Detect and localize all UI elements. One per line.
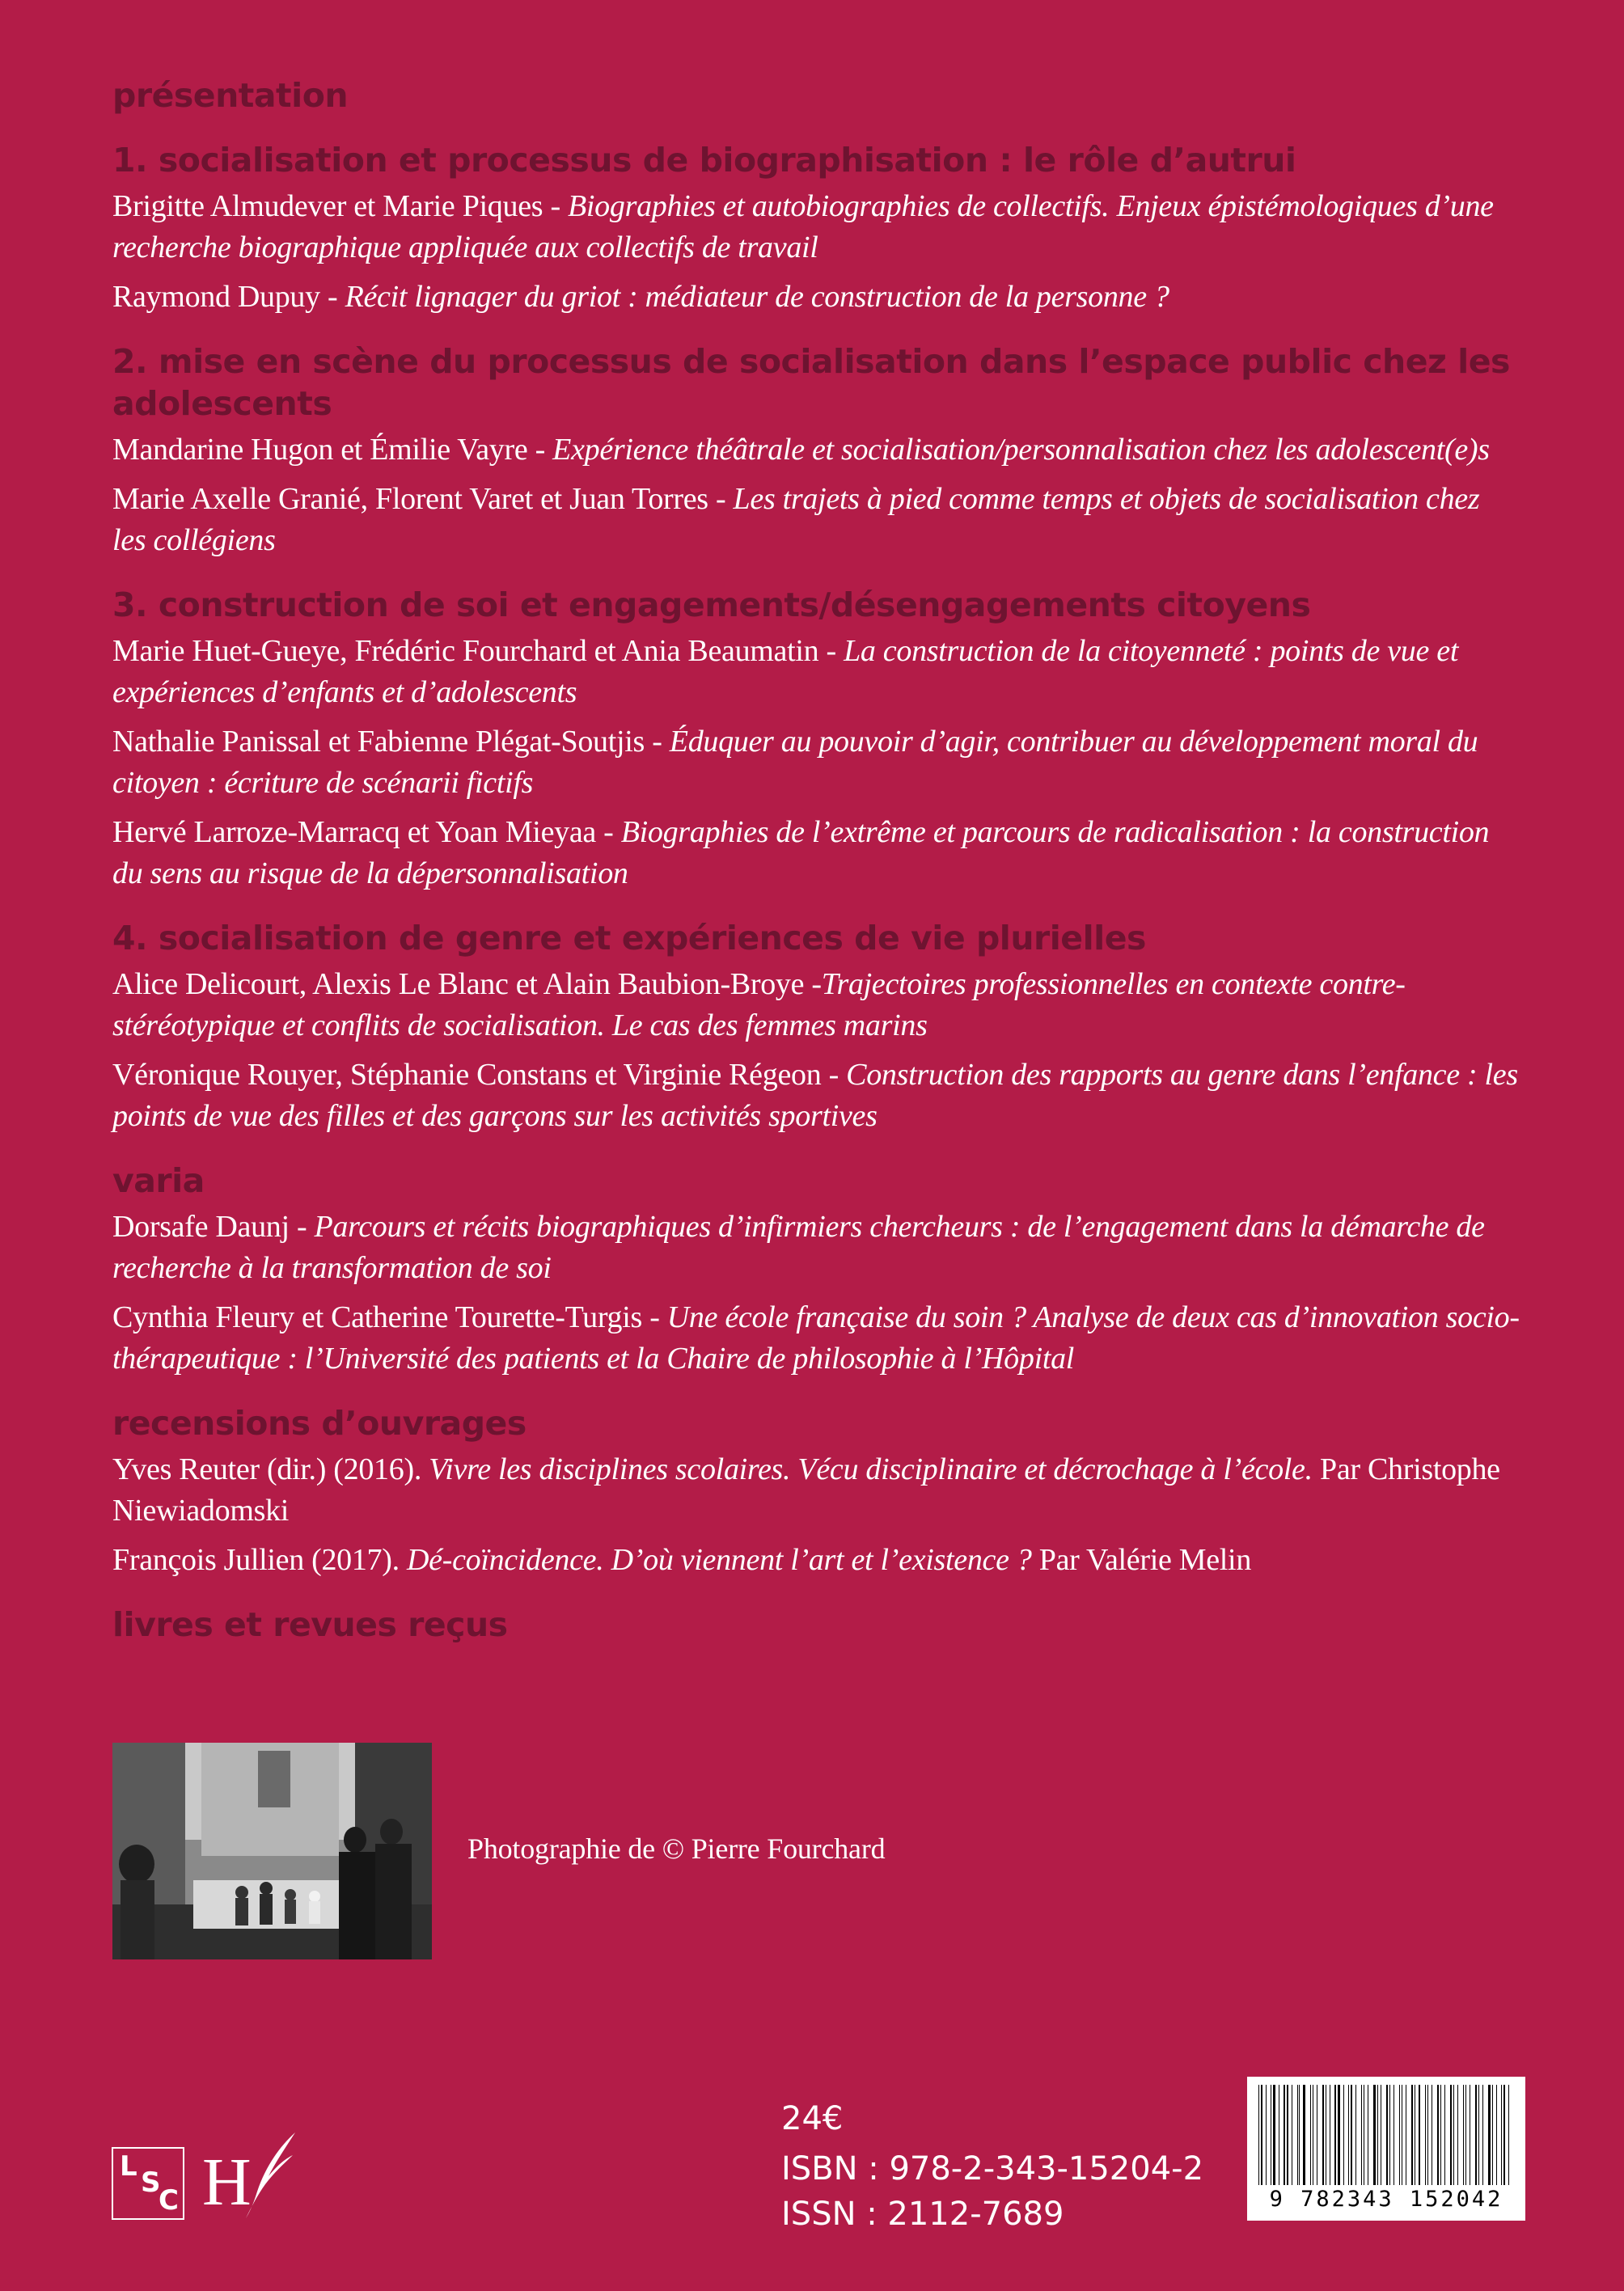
barcode-bar	[1389, 2085, 1390, 2185]
barcode-bar	[1355, 2085, 1356, 2185]
barcode-bar	[1444, 2085, 1445, 2185]
barcode-bar	[1364, 2085, 1365, 2185]
barcode-bar	[1419, 2085, 1420, 2185]
barcode-bar	[1399, 2085, 1400, 2185]
table-of-contents	[112, 74, 1520, 1668]
review-authors: François Jullien (2017).	[112, 1543, 408, 1577]
article-authors: Mandarine Hugon et Émilie Vayre -	[112, 433, 553, 467]
barcode-bar	[1338, 2085, 1340, 2185]
article-entry	[112, 1055, 1520, 1137]
barcode-bars	[1258, 2085, 1514, 2185]
barcode-bar	[1348, 2085, 1349, 2185]
review-authors: Yves Reuter (dir.) (2016).	[112, 1452, 429, 1486]
barcode-bar	[1437, 2085, 1439, 2185]
barcode-bar	[1465, 2085, 1466, 2185]
article-title: Trajectoires professionnelles en contexte contre-stéréotypique et conflits de socialisation. Le cas des femmes marins	[112, 967, 1406, 1042]
article-title: Expérience théâtrale et socialisation/personnalisation chez les adolescent(e)s	[552, 433, 1490, 467]
section-heading: 2. mise en scène du processus de socialisation dans l’espace public chez les adolescents	[112, 342, 1510, 423]
article-entry	[112, 479, 1520, 561]
article-authors: Alice Delicourt, Alexis Le Blanc et Alain Baubion-Broye -	[112, 967, 822, 1001]
barcode-bar	[1334, 2085, 1336, 2185]
barcode-bar	[1463, 2085, 1465, 2185]
isbn: ISBN : 978-2-343-15204-2	[781, 2150, 1204, 2187]
price: 24€	[781, 2100, 844, 2137]
barcode-bar	[1373, 2085, 1376, 2185]
review-title: Vivre les disciplines scolaires. Vécu disciplinaire et décrochage à l’école.	[429, 1452, 1313, 1486]
barcode-bar	[1299, 2085, 1300, 2185]
barcode-bar	[1482, 2085, 1484, 2185]
barcode-bar	[1361, 2085, 1362, 2185]
section-varia	[112, 1160, 1520, 1380]
article-authors: Véronique Rouyer, Stéphanie Constans et Virginie Régeon -	[112, 1058, 847, 1092]
barcode-bar	[1425, 2085, 1426, 2185]
barcode-bar	[1492, 2085, 1493, 2185]
barcode-bar	[1457, 2085, 1458, 2185]
article-title: Éduquer au pouvoir d’agir, contribuer au développement moral du citoyen : écriture de scénarii fictifs	[112, 725, 1478, 800]
article-title: Récit lignager du griot : médiateur de construction de la personne ?	[345, 280, 1169, 314]
section-heading: varia	[112, 1161, 205, 1200]
article-entry	[112, 429, 1520, 471]
article-entry	[112, 1297, 1520, 1380]
article-entry	[112, 277, 1520, 318]
article-title: La construction de la citoyenneté : points de vue et expériences d’enfants et d’adolescents	[112, 634, 1459, 709]
article-title: Construction des rapports au genre dans l’enfance : les points de vue des filles et des garçons sur les activités sportives	[112, 1058, 1518, 1133]
section-heading: 1. socialisation et processus de biographisation : le rôle d’autrui	[112, 141, 1296, 180]
section-heading: recensions d’ouvrages	[112, 1404, 527, 1443]
cover-photo	[112, 1743, 432, 1959]
publisher-letter: H	[202, 2145, 252, 2220]
barcode	[1247, 2077, 1525, 2221]
barcode-bar	[1258, 2085, 1259, 2185]
review-reviewer: Par Valérie Melin	[1031, 1543, 1252, 1577]
section-heading: 3. construction de soi et engagements/désengagements citoyens	[112, 585, 1311, 624]
article-entry	[112, 186, 1520, 268]
section-book-reviews	[112, 1402, 1520, 1581]
price-isbn-block	[781, 2096, 1203, 2237]
lsc-letter: C	[159, 2184, 179, 2217]
barcode-bar	[1411, 2085, 1414, 2185]
review-entry	[112, 1540, 1520, 1581]
review-reviewer: Par Christophe Niewiadomski	[112, 1452, 1500, 1528]
article-entry	[112, 631, 1520, 713]
section-1	[112, 139, 1520, 318]
article-entry	[112, 812, 1520, 894]
article-authors: Marie Axelle Granié, Florent Varet et Juan Torres -	[112, 482, 734, 516]
barcode-bar	[1343, 2085, 1344, 2185]
barcode-digits: 9 782343 152042	[1269, 2187, 1503, 2212]
issn: ISSN : 2112-7689	[781, 2196, 1064, 2233]
barcode-bar	[1432, 2085, 1433, 2185]
barcode-bar	[1287, 2085, 1288, 2185]
section-heading: présentation	[112, 76, 349, 115]
barcode-bar	[1377, 2085, 1378, 2185]
barcode-bar	[1453, 2085, 1454, 2185]
barcode-bar	[1427, 2085, 1428, 2185]
article-title: Parcours et récits biographiques d’infirmiers chercheurs : de l’engagement dans la démarche de recherche à la transformation de soi	[112, 1210, 1485, 1285]
barcode-bar	[1261, 2085, 1262, 2185]
barcode-bar	[1501, 2085, 1502, 2185]
article-title: Les trajets à pied comme temps et objets de socialisation chez les collégiens	[112, 482, 1480, 557]
section-2	[112, 340, 1520, 561]
publisher-logo	[202, 2131, 299, 2224]
barcode-bar	[1273, 2085, 1275, 2185]
article-authors: Dorsafe Daunj -	[112, 1210, 315, 1244]
barcode-bar	[1322, 2085, 1324, 2185]
barcode-bar	[1351, 2085, 1352, 2185]
barcode-bar	[1440, 2085, 1441, 2185]
review-title: Dé-coïncidence. D’où viennent l’art et l’existence ?	[407, 1543, 1032, 1577]
barcode-bar	[1266, 2085, 1267, 2185]
article-authors: Marie Huet-Gueye, Frédéric Fourchard et Ania Beaumatin -	[112, 634, 844, 668]
article-title: Biographies et autobiographies de collectifs. Enjeux épistémologiques d’une recherche biographique appliquée aux collectifs de travail	[112, 189, 1494, 264]
lsc-letter: L	[120, 2150, 137, 2183]
section-4	[112, 917, 1520, 1137]
article-entry	[112, 721, 1520, 804]
photo-caption: Photographie de © Pierre Fourchard	[467, 1832, 886, 1865]
article-authors: Raymond Dupuy -	[112, 280, 345, 314]
section-heading: 4. socialisation de genre et expériences de vie plurielles	[112, 919, 1146, 957]
barcode-bar	[1508, 2085, 1509, 2185]
section-3	[112, 584, 1520, 894]
barcode-bar	[1478, 2085, 1479, 2185]
barcode-bar	[1386, 2085, 1388, 2185]
barcode-bar	[1303, 2085, 1305, 2185]
section-presentation	[112, 74, 1520, 116]
quill-icon	[235, 2131, 299, 2220]
lsc-logo	[112, 2147, 184, 2220]
section-books-received	[112, 1604, 1520, 1646]
barcode-bar	[1503, 2085, 1505, 2185]
photo-street-scene-icon	[112, 1743, 432, 1959]
article-authors: Cynthia Fleury et Catherine Tourette-Turgis -	[112, 1300, 667, 1334]
barcode-bar	[1297, 2085, 1298, 2185]
article-authors: Nathalie Panissal et Fabienne Plégat-Soutjis -	[112, 725, 670, 759]
barcode-bar	[1394, 2085, 1395, 2185]
section-heading: livres et revues reçus	[112, 1605, 508, 1644]
article-entry	[112, 964, 1520, 1046]
barcode-bar	[1475, 2085, 1477, 2185]
barcode-bar	[1496, 2085, 1497, 2185]
review-entry	[112, 1449, 1520, 1532]
article-authors: Brigitte Almudever et Marie Piques -	[112, 189, 569, 223]
barcode-bar	[1284, 2085, 1285, 2185]
barcode-bar	[1310, 2085, 1312, 2185]
article-authors: Hervé Larroze-Marracq et Yoan Mieyaa -	[112, 815, 621, 849]
article-entry	[112, 1207, 1520, 1289]
article-title: Une école française du soin ? Analyse de deux cas d’innovation socio-thérapeutique : l’Université des patients et la Chaire de philosophie à l’Hôpital	[112, 1300, 1520, 1376]
article-title: Biographies de l’extrême et parcours de radicalisation : la construction du sens au risque de la dépersonnalisation	[112, 815, 1490, 890]
barcode-bar	[1488, 2085, 1491, 2185]
barcode-bar	[1450, 2085, 1453, 2185]
lsc-letter: S	[141, 2166, 161, 2199]
